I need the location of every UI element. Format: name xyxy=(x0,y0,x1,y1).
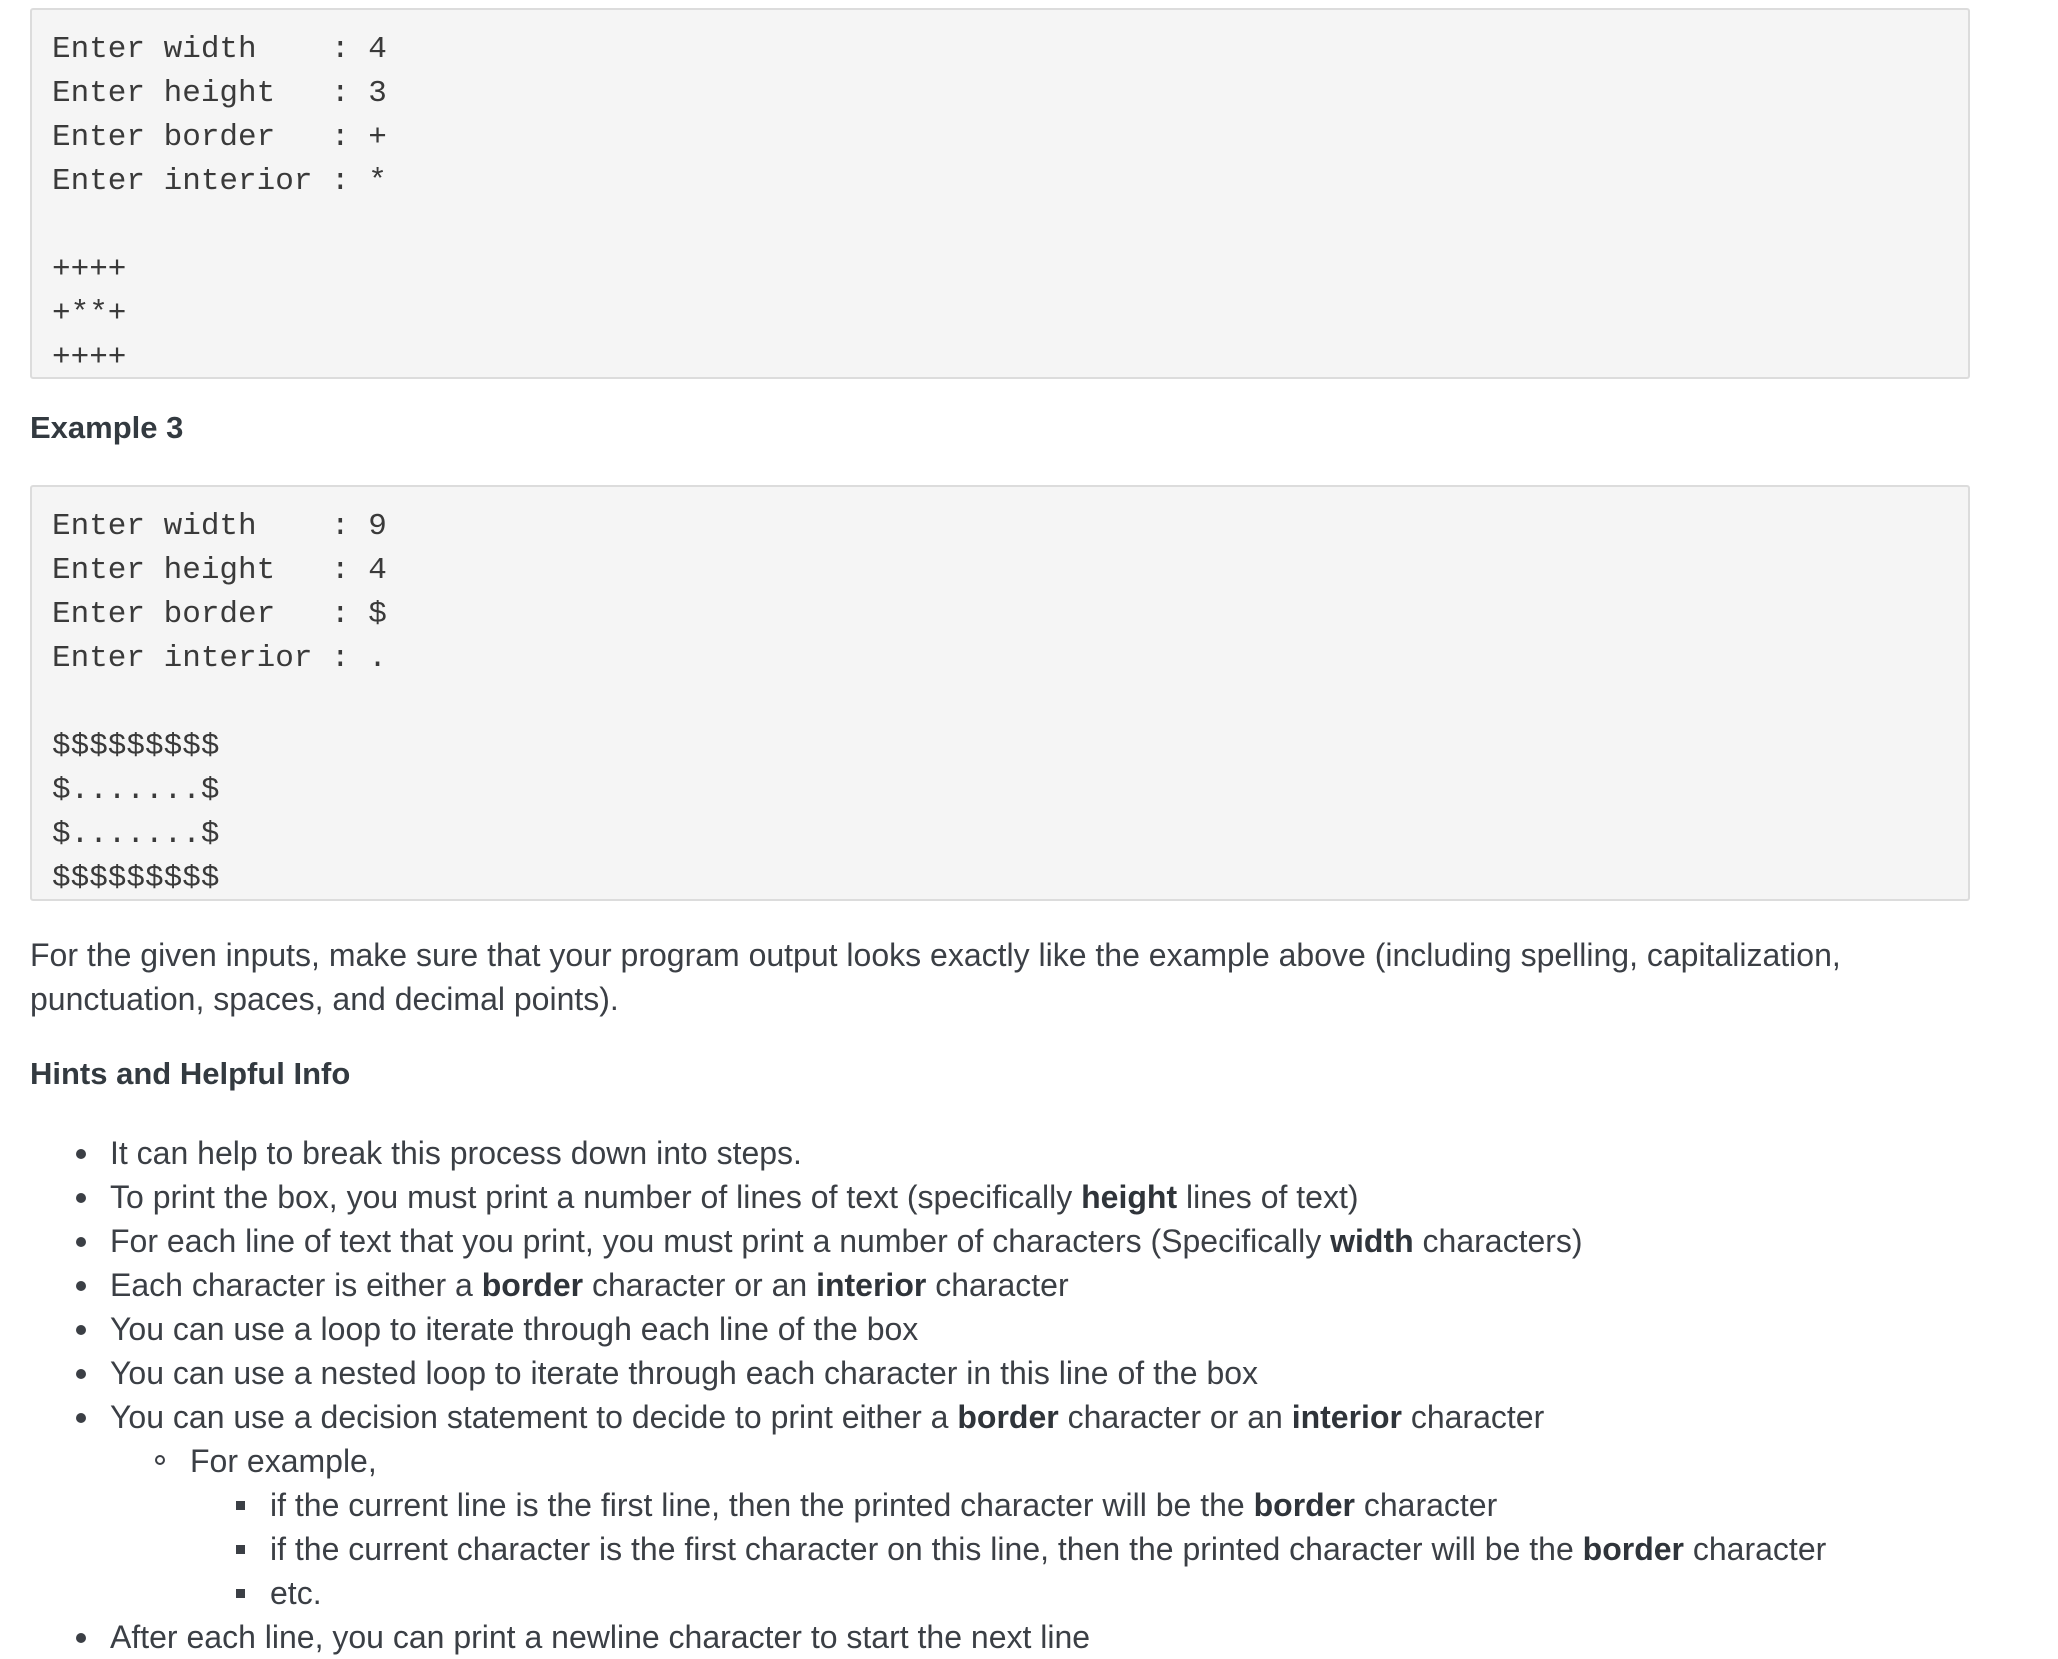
hints-list xyxy=(30,1131,1970,1659)
hint-text: character xyxy=(1401,1399,1545,1435)
code-line: $.......$ xyxy=(52,817,220,852)
hint-text: After each line, you can print a newline character to start the next line xyxy=(110,1619,1091,1655)
list-item xyxy=(190,1439,1970,1615)
list-item xyxy=(270,1527,1970,1571)
code-line: $$$$$$$$$ xyxy=(52,729,220,764)
list-item xyxy=(110,1131,1970,1175)
hint-text: It can help to break this process down into steps. xyxy=(110,1135,802,1171)
hint-bold-term: border xyxy=(957,1399,1059,1435)
code-line-blank xyxy=(52,204,1948,248)
hint-text: if the current line is the first line, then the printed character will be the xyxy=(270,1487,1254,1523)
code-line: ++++ xyxy=(52,340,127,375)
hints-heading: Hints and Helpful Info xyxy=(30,1056,351,1091)
example-3-output-code-block xyxy=(30,485,1970,901)
hint-bold-term: interior xyxy=(816,1267,927,1303)
code-line: Enter width : 4 xyxy=(52,32,387,67)
hint-text: lines of text) xyxy=(1177,1179,1359,1215)
hint-text: For example, xyxy=(190,1443,377,1479)
code-line-blank xyxy=(52,681,1948,725)
list-item xyxy=(110,1351,1970,1395)
hint-bold-term: border xyxy=(481,1267,584,1303)
hint-bold-term: border xyxy=(1253,1487,1355,1523)
hint-bold-term: width xyxy=(1330,1223,1414,1259)
hint-text: character xyxy=(1683,1531,1827,1567)
code-line: Enter width : 9 xyxy=(52,509,387,544)
hints-subsublist xyxy=(190,1483,1970,1615)
hint-text: character xyxy=(1354,1487,1498,1523)
hint-text: character xyxy=(926,1267,1069,1303)
list-item xyxy=(110,1175,1970,1219)
hint-text: if the current character is the first character on this line, then the printed character will be the xyxy=(270,1531,1583,1567)
hints-sublist xyxy=(110,1439,1970,1615)
code-line: Enter height : 4 xyxy=(52,553,387,588)
hint-bold-term: interior xyxy=(1291,1399,1402,1435)
hint-text: You can use a nested loop to iterate through each character in this line of the box xyxy=(110,1355,1259,1391)
hint-text: For each line of text that you print, you must print a number of characters (Specifically xyxy=(110,1223,1331,1259)
list-item xyxy=(110,1395,1970,1615)
list-item xyxy=(110,1307,1970,1351)
example-2-output-code-block xyxy=(30,8,1970,379)
hint-text: etc. xyxy=(270,1575,322,1611)
document-content xyxy=(30,0,1970,1659)
hint-bold-term: height xyxy=(1081,1179,1178,1215)
hint-bold-term: border xyxy=(1582,1531,1684,1567)
code-line: Enter height : 3 xyxy=(52,76,387,111)
code-line: $.......$ xyxy=(52,773,220,808)
code-line: Enter border : $ xyxy=(52,597,387,632)
instructions-paragraph: For the given inputs, make sure that your program output looks exactly like the example above (including spelling, capitalization, punctuation, spaces, and decimal points). xyxy=(30,937,1841,1017)
code-line: Enter border : + xyxy=(52,120,387,155)
hint-text: character or an xyxy=(583,1267,817,1303)
list-item xyxy=(110,1263,1970,1307)
code-line: +**+ xyxy=(52,296,127,331)
list-item xyxy=(110,1219,1970,1263)
hint-text: character or an xyxy=(1058,1399,1292,1435)
code-line: ++++ xyxy=(52,252,127,287)
list-item xyxy=(270,1571,1970,1615)
code-line: $$$$$$$$$ xyxy=(52,861,220,896)
list-item xyxy=(110,1615,1970,1659)
hint-text: You can use a loop to iterate through each line of the box xyxy=(110,1311,919,1347)
hint-text: characters) xyxy=(1413,1223,1583,1259)
hint-text: To print the box, you must print a number of lines of text (specifically xyxy=(110,1179,1082,1215)
code-line: Enter interior : . xyxy=(52,641,387,676)
code-line: Enter interior : * xyxy=(52,164,387,199)
hint-text: Each character is either a xyxy=(110,1267,482,1303)
example-3-heading: Example 3 xyxy=(30,410,184,445)
list-item xyxy=(270,1483,1970,1527)
hint-text: You can use a decision statement to decide to print either a xyxy=(110,1399,958,1435)
